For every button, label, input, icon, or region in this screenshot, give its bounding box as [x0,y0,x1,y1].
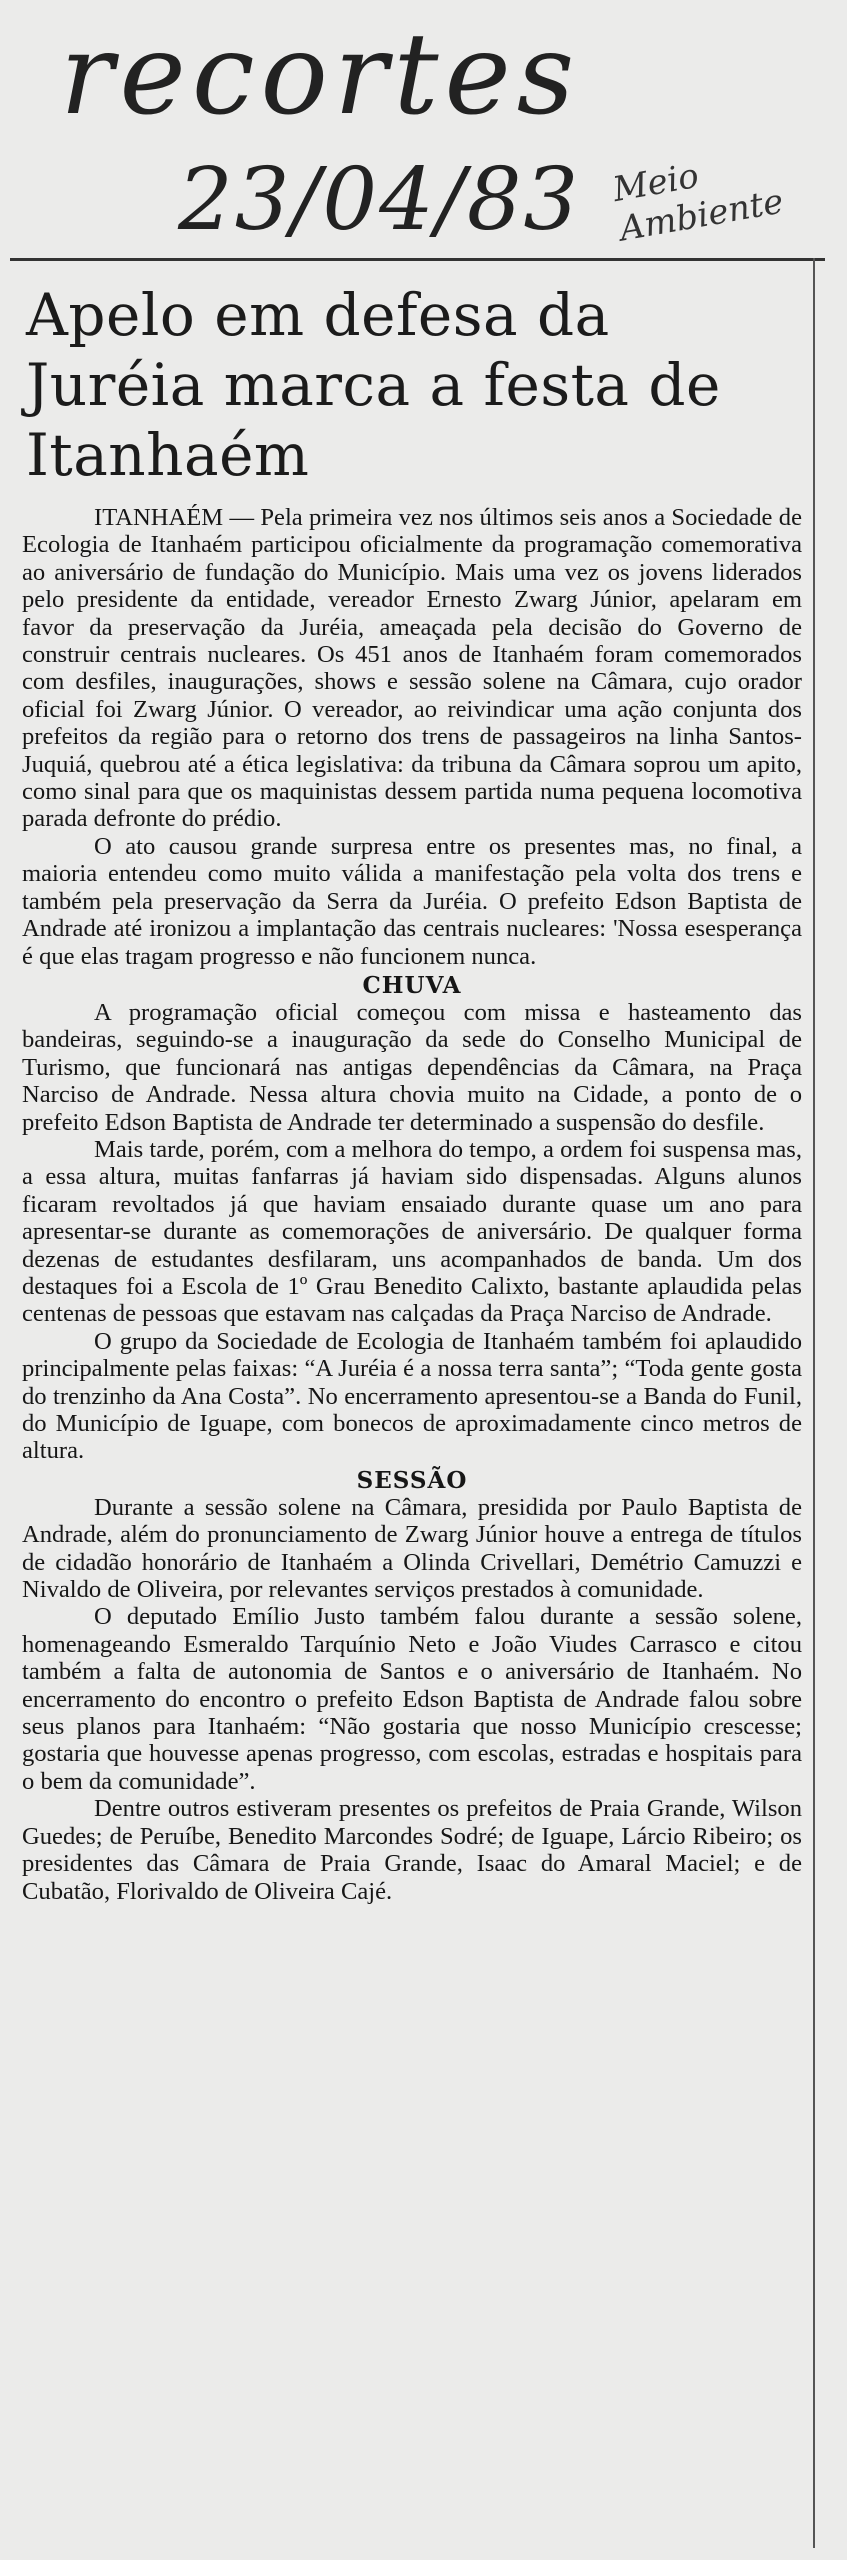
right-rule [813,258,815,2548]
article-paragraph: O ato causou grande surpresa entre os presentes mas, no final, a maioria entendeu como muito válida a manifestação pela volta dos trens e também pela preservação da Serra da Juréia. O prefeito Edson Baptista de Andrade até ironizou a implantação das centrais nucleares: 'Nossa esesperança é que elas tragam progresso e não funcionem nunca. [22,832,802,970]
article-headline: Apelo em defesa da Juréia marca a festa de Itanhaém [26,281,721,489]
handwritten-source: Meio Ambiente [609,155,787,250]
section-heading-sessao: SESSÃO [356,1466,468,1494]
article-paragraph: O deputado Emílio Justo também falou durante a sessão solene, homenageando Esmeraldo Tarquínio Neto e João Viudes Carrasco e citou também a falta de autonomia de Santos e o aniversário de Itanhaém. No encerramento do encontro o prefeito Edson Baptista de Andrade falou sobre seus planos para Itanhaém: “Não gostaria que nosso Município crescesse; gostaria que houvesse apenas progresso, com escolas, estradas e hospitais para o bem da comunidade”. [22,1603,802,1795]
article-paragraph: Dentre outros estiveram presentes os prefeitos de Praia Grande, Wilson Guedes; de Peruíbe, Benedito Marcondes Sodré; de Iguape, Lárcio Ribeiro; os presidentes das Câmara de Praia Grande, Isaac do Amaral Maciel; e de Cubatão, Florivaldo de Oliveira Cajé. [22,1795,802,1905]
section-heading-chuva: CHUVA [362,971,462,999]
top-rule [10,258,825,261]
handwritten-annotations [0,0,847,255]
handwritten-label: recortes [60,10,581,140]
newspaper-clipping [22,272,802,1905]
article-paragraph: ITANHAÉM — Pela primeira vez nos últimos seis anos a Sociedade de Ecologia de Itanhaém participou oficialmente da programação comemorativa ao aniversário de fundação do Município. Mais uma vez os jovens liderados pelo presidente da entidade, vereador Ernesto Zwarg Júnior, apelaram em favor da preservação da Juréia, ameaçada pela decisão do Governo de construir centrais nucleares. Os 451 anos de Itanhaém foram comemorados com desfiles, inaugurações, shows e sessão solene na Câmara, cujo orador oficial foi Zwarg Júnior. O vereador, ao reivindicar uma ação conjunta dos prefeitos da região para o retorno dos trens de passageiros na linha Santos-Juquiá, quebrou até a ética legislativa: da tribuna da Câmara soprou um apito, como sinal para que os maquinistas dessem partida numa pequena locomotiva parada defronte do prédio. [22,504,802,833]
handwritten-date: 23/04/83 [178,150,581,250]
article-paragraph: A programação oficial começou com missa e hasteamento das bandeiras, seguindo-se a inauguração da sede do Conselho Municipal de Turismo, que funcionará nas antigas dependências da Câmara, na Praça Narciso de Andrade. Nessa altura chovia muito na Cidade, a ponto de o prefeito Edson Baptista de Andrade ter determinado a suspensão do desfile. [22,998,802,1136]
article-paragraph: O grupo da Sociedade de Ecologia de Itanhaém também foi aplaudido principalmente pelas faixas: “A Juréia é a nossa terra santa”; “Toda gente gosta do trenzinho da Ana Costa”. No encerramento apresentou-se a Banda do Funil, do Município de Iguape, com bonecos de aproximadamente cinco metros de altura. [22,1327,802,1465]
article-paragraph: Durante a sessão solene na Câmara, presidida por Paulo Baptista de Andrade, além do pronunciamento de Zwarg Júnior houve a entrega de títulos de cidadão honorário de Itanhaém a Olinda Crivellari, Demétrio Camuzzi e Nivaldo de Oliveira, por relevantes serviços prestados à comunidade. [22,1493,802,1604]
article-paragraph: Mais tarde, porém, com a melhora do tempo, a ordem foi suspensa mas, a essa altura, muitas fanfarras já haviam sido dispensadas. Alguns alunos ficaram revoltados já que haviam ensaiado durante quase um ano para apresentar-se durante as comemorações de aniversário. De qualquer forma dezenas de estudantes desfilaram, uns acompanhados de banda. Um dos destaques foi a Escola de 1º Grau Benedito Calixto, bastante aplaudida pelas centenas de pessoas que estavam nas calçadas da Praça Narciso de Andrade. [22,1135,802,1328]
